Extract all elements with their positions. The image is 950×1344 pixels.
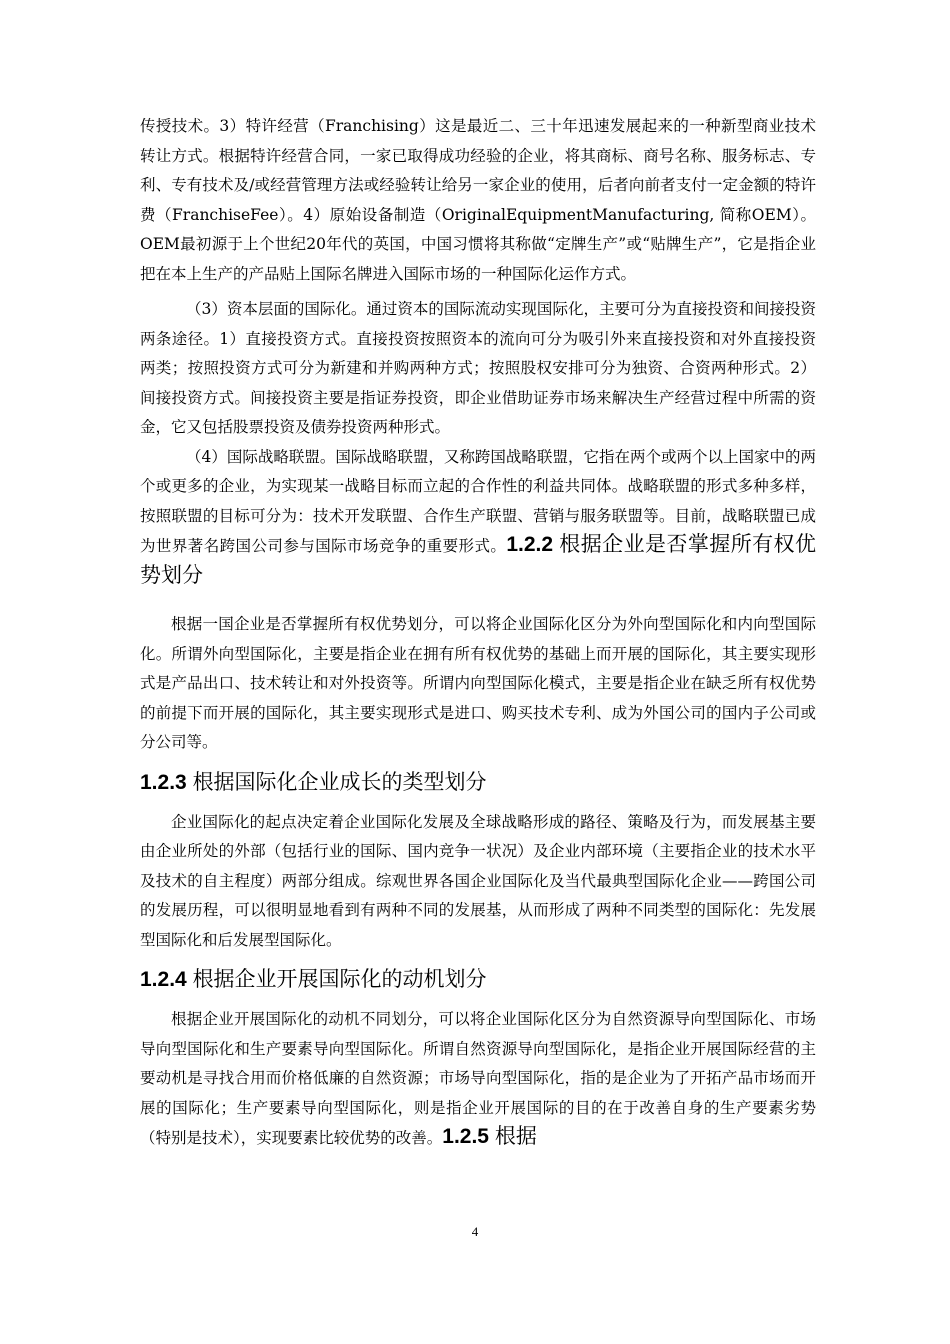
paragraph-text: （3）资本层面的国际化。通过资本的国际流动实现国际化，主要可分为直接投资和间接投资两条途径。1）直接投资方式。直接投资按照资本的流向可分为吸引外来直接投资和对外直接投资两类；按照投资方式可分为新建和并购两种方式；按照股权安排可分为独资、合资两种形式。2）间接投资方式。间接投资主要是指证券投资，即企业借助证券市场来解决生产经营过程中所需的资金，它又包括股票投资及债券投资两种形式。 — [140, 300, 816, 436]
paragraph-text: 根据一国企业是否掌握所有权优势划分，可以将企业国际化区分为外向型国际化和内向型国际化。所谓外向型国际化，主要是指企业在拥有所有权优势的基础上而开展的国际化，其主要实现形式是产品出口、技术转让和对外投资等。所谓内向型国际化模式，主要是指企业在缺乏所有权优势的前提下而开展的国际化，其主要实现形式是进口、购买技术专利、成为外国公司的国内子公司或分公司等。 — [140, 615, 816, 751]
page-body — [140, 112, 816, 1154]
paragraph-text: （4）国际战略联盟。国际战略联盟，又称跨国战略联盟，它指在两个或两个以上国家中的两个或更多的企业，为实现某一战略目标而立起的合作性的利益共同体。战略联盟的形式多种多样，按照联盟的目标可分为：技术开发联盟、合作生产联盟、营销与服务联盟等。目前，战略联盟已成为世界著名跨国公司参与国际市场竞争的重要形式。 — [140, 447, 816, 555]
heading-number: 1.2.4 — [140, 968, 187, 991]
heading-number: 1.2.2 — [506, 533, 554, 556]
heading-text: 根据企业是否掌握所有权优势划分 — [140, 533, 816, 587]
paragraph-strategic-alliance — [140, 443, 816, 593]
paragraph-capital-internationalization — [140, 295, 816, 443]
heading-text: 根据企业开展国际化的动机划分 — [192, 968, 487, 991]
paragraph-text: 企业国际化的起点决定着企业国际化发展及全球战略形成的路径、策略及行为，而发展基主要由企业所处的外部（包括行业的国际、国内竞争一状况）及企业内部环境（主要指企业的技术水平及技术的自主程度）两部分组成。综观世界各国企业国际化及当代最典型国际化企业——跨国公司的发展历程，可以很明显地看到有两种不同的发展基，从而形成了两种不同类型的国际化：先发展型国际化和后发展型国际化。 — [140, 812, 816, 949]
paragraph-text: 根据企业开展国际化的动机不同划分，可以将企业国际化区分为自然资源导向型国际化、市场导向型国际化和生产要素导向型国际化。所谓自然资源导向型国际化，是指企业开展国际经营的主要动机是寻找合用而价格低廉的自然资源；市场导向型国际化，指的是企业为了开拓产品市场而开展的国际化；生产要素导向型国际化，则是指企业开展国际的目的在于改善自身的生产要素劣势（特别是技术），实现要素比较优势的改善。 — [140, 1010, 816, 1147]
heading-text: 根据国际化企业成长的类型划分 — [192, 770, 487, 794]
heading-1-2-3 — [140, 768, 816, 798]
paragraph-franchising-oem — [140, 112, 816, 289]
heading-number: 1.2.5 — [442, 1125, 489, 1148]
heading-1-2-5 — [442, 1125, 537, 1148]
heading-text: 根据 — [494, 1125, 537, 1148]
paragraph-ownership-advantage — [140, 610, 816, 758]
heading-number: 1.2.3 — [140, 770, 187, 794]
paragraph-motivation — [140, 1005, 816, 1154]
page-number: 4 — [471, 1224, 479, 1239]
paragraph-text: 传授技术。3）特许经营（Franchising）这是最近二、三十年迅速发展起来的一种新型商业技术转让方式。根据特许经营合同，一家已取得成功经验的企业，将其商标、商号名称、服务标志、专利、专有技术及/或经营管理方法或经验转让给另一家企业的使用，后者向前者支付一定金额的特许费（FranchiseFee）。4）原始设备制造（OriginalEquipmentManufacturing, 简称OEM）。OEM最初源于上个世纪20年代的英国，中国习惯将其称做“定牌生产”或“贴牌生产”，它是指企业把在本上生产的产品贴上国际名牌进入国际市场的一种国际化运作方式。 — [140, 117, 816, 283]
heading-1-2-4 — [140, 965, 816, 995]
paragraph-growth-type — [140, 808, 816, 956]
